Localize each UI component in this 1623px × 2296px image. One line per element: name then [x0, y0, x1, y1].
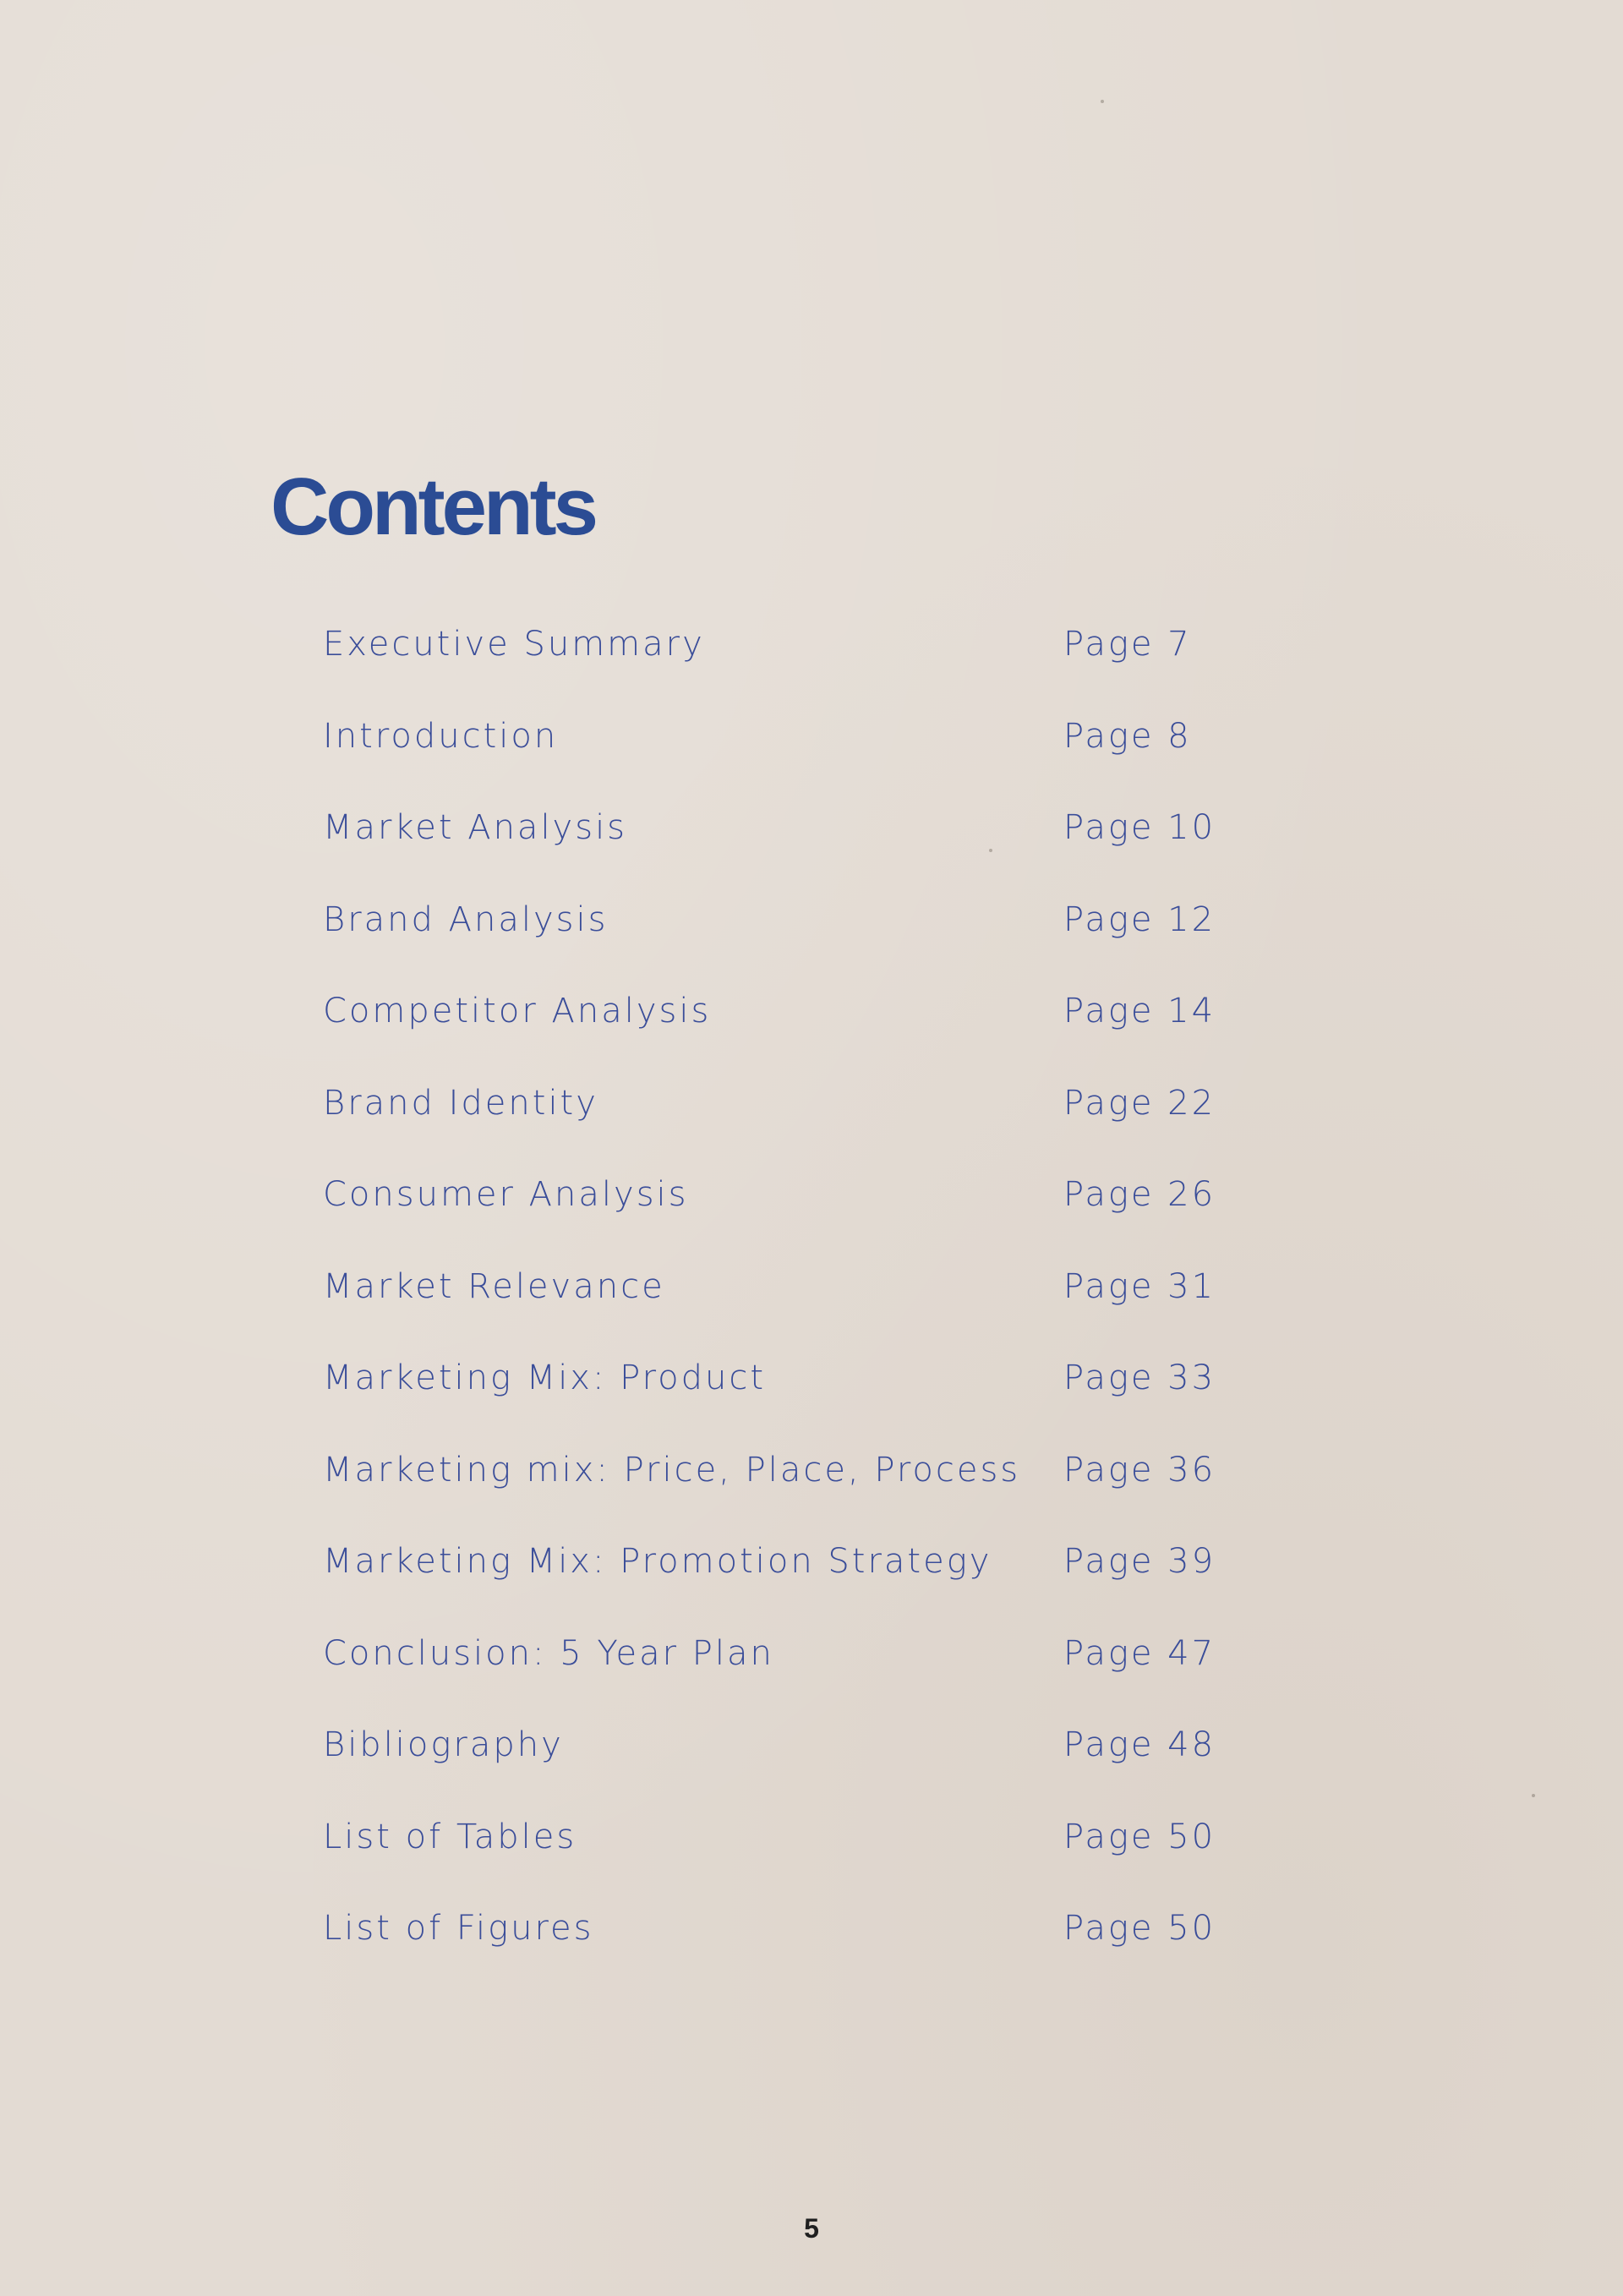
toc-entry-title: Marketing Mix: Promotion Strategy: [323, 1542, 992, 1581]
toc-entry-page: Page 14: [1063, 992, 1216, 1030]
toc-entry: [323, 1635, 1253, 1727]
toc-entry-title: Brand Analysis: [323, 899, 609, 939]
toc-entry-page: Page 50: [1063, 1909, 1216, 1948]
toc-entry-page: Page 31: [1063, 1266, 1216, 1306]
toc-entry-page: Page 10: [1063, 808, 1216, 847]
toc-entry-title: Marketing Mix: Product: [323, 1358, 767, 1397]
toc-entry: [323, 1543, 1253, 1635]
toc-entry-title: Introduction: [323, 716, 559, 756]
toc-entry: [323, 992, 1253, 1085]
toc-entry-page: Page 8: [1063, 716, 1192, 756]
toc-entry-title: Consumer Analysis: [323, 1175, 689, 1214]
toc-entry-title: List of Tables: [323, 1817, 577, 1856]
toc-entry-page: Page 22: [1063, 1083, 1216, 1123]
toc-entry-title: Bibliography: [323, 1725, 564, 1764]
toc-entry: [323, 1818, 1253, 1911]
toc-entry: [323, 1176, 1253, 1268]
toc-entry-page: Page 7: [1063, 625, 1192, 664]
toc-entry: [323, 1268, 1253, 1360]
toc-entry-title: Market Analysis: [323, 808, 628, 847]
toc-entry: [323, 901, 1253, 993]
toc-entry-page: Page 33: [1063, 1358, 1216, 1397]
toc-entry-title: Competitor Analysis: [323, 992, 712, 1030]
toc-entry: [323, 1910, 1253, 2002]
toc-entry-page: Page 26: [1063, 1175, 1216, 1214]
toc-entry-page: Page 48: [1063, 1725, 1216, 1764]
toc-entry-title: Conclusion: 5 Year Plan: [323, 1633, 774, 1673]
toc-entry: [323, 1451, 1253, 1544]
toc-entry-title: Market Relevance: [323, 1266, 665, 1306]
toc-entry-title: List of Figures: [323, 1909, 594, 1948]
toc-entry-title: Executive Summary: [323, 625, 705, 664]
toc-entry-title: Brand Identity: [323, 1083, 598, 1123]
toc-entry-page: Page 47: [1063, 1633, 1216, 1673]
contents-heading: Contents: [270, 462, 595, 552]
toc-entry: [323, 626, 1253, 718]
toc-entry-page: Page 36: [1063, 1450, 1216, 1490]
toc-entry: [323, 1085, 1253, 1177]
toc-entry: [323, 1726, 1253, 1818]
paper-speck: [1101, 100, 1104, 103]
paper-speck: [1532, 1794, 1535, 1797]
toc-entry-page: Page 50: [1063, 1817, 1216, 1856]
table-of-contents: [323, 626, 1253, 2002]
toc-entry-page: Page 39: [1063, 1542, 1216, 1581]
toc-entry-page: Page 12: [1063, 899, 1216, 939]
toc-entry: [323, 718, 1253, 810]
page-number: 5: [804, 2213, 819, 2244]
toc-entry: [323, 809, 1253, 901]
toc-entry-title: Marketing mix: Price, Place, Process: [323, 1450, 1021, 1490]
toc-entry: [323, 1359, 1253, 1451]
